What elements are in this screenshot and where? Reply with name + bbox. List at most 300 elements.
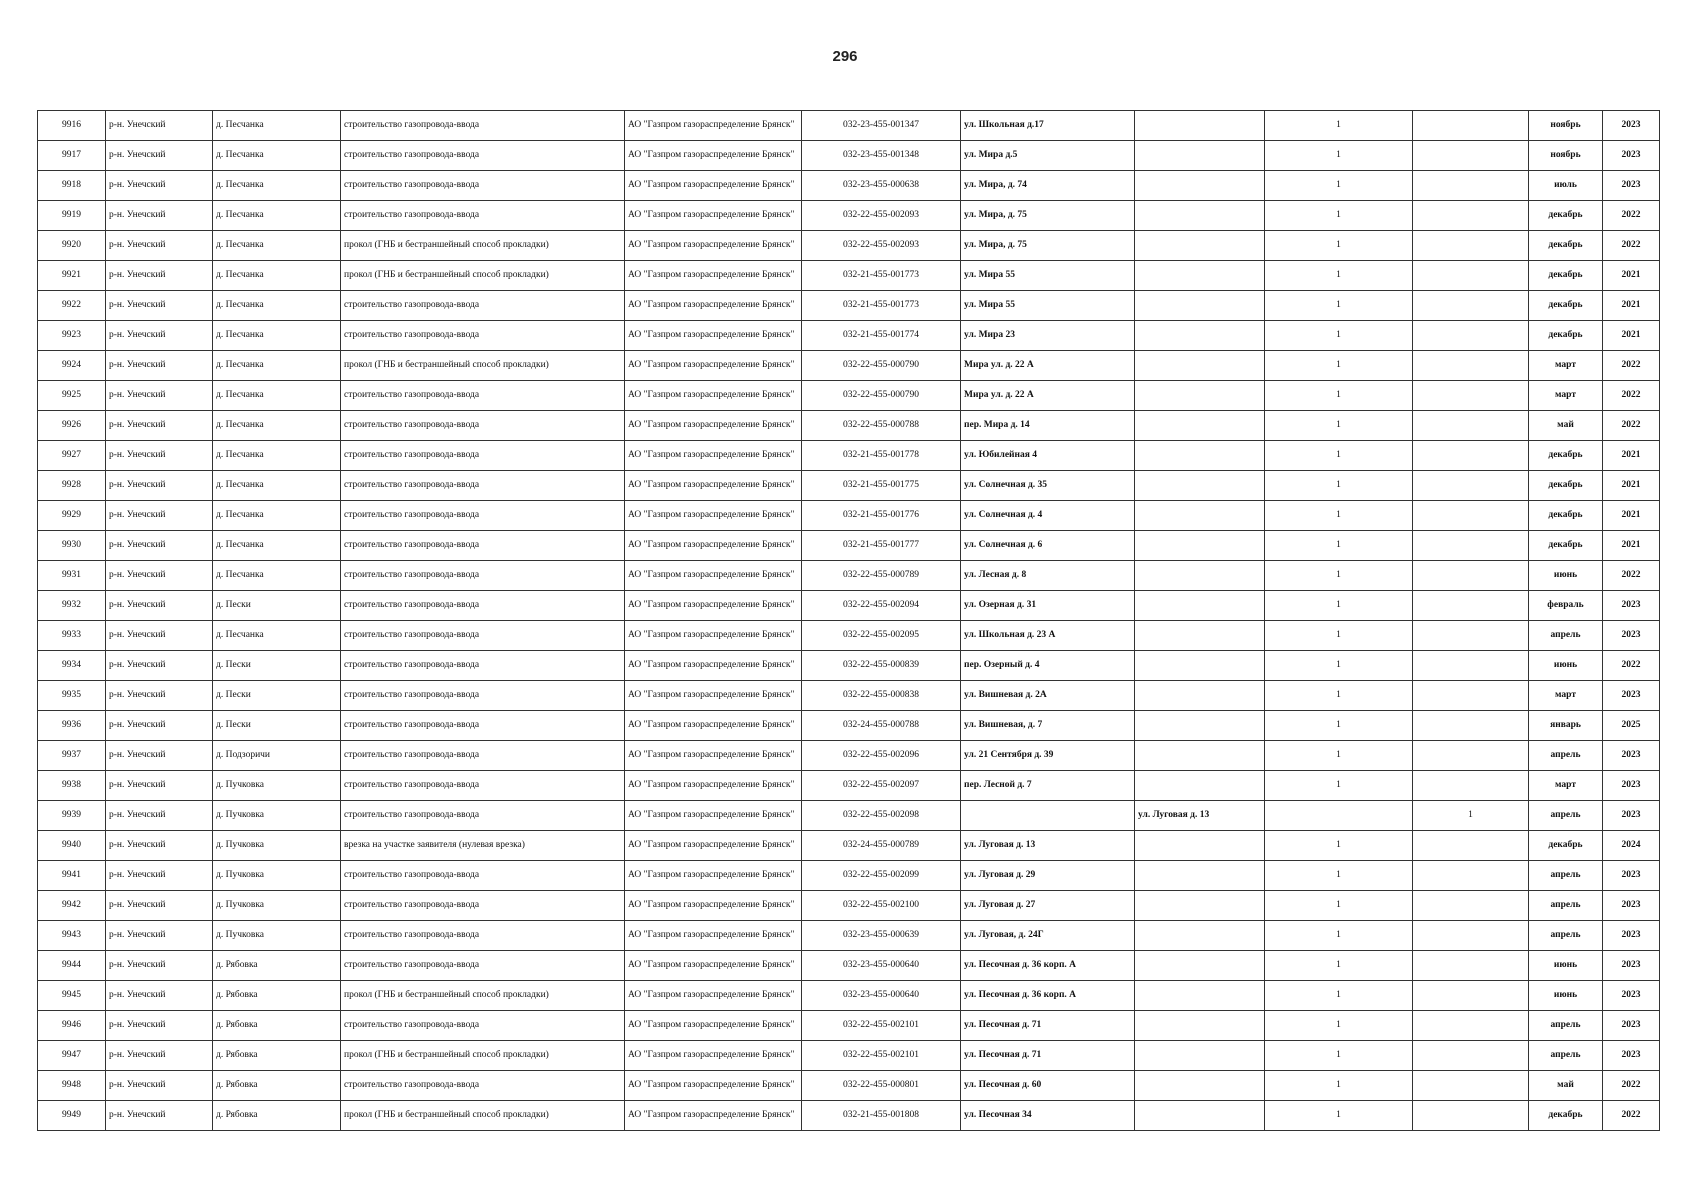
- row-number: 9924: [38, 351, 106, 381]
- address-alt-cell: [1135, 561, 1265, 591]
- table-row: [38, 951, 1660, 981]
- address-alt-cell: [1135, 411, 1265, 441]
- district-cell: р-н. Унечский: [106, 951, 213, 981]
- table-row: [38, 111, 1660, 141]
- settlement-cell: д. Песчанка: [213, 261, 341, 291]
- work-type-cell: строительство газопровода-ввода: [341, 651, 625, 681]
- month-cell: декабрь: [1529, 231, 1603, 261]
- year-cell: 2022: [1603, 231, 1660, 261]
- address-cell: ул. Песочная д. 36 корп. А: [961, 981, 1135, 1011]
- district-cell: р-н. Унечский: [106, 711, 213, 741]
- district-cell: р-н. Унечский: [106, 591, 213, 621]
- registry-code-cell: 032-24-455-000788: [802, 711, 961, 741]
- year-cell: 2021: [1603, 291, 1660, 321]
- year-cell: 2022: [1603, 1071, 1660, 1101]
- work-type-cell: строительство газопровода-ввода: [341, 1071, 625, 1101]
- organization-cell: АО "Газпром газораспределение Брянск": [625, 171, 802, 201]
- work-type-cell: строительство газопровода-ввода: [341, 711, 625, 741]
- table-row: [38, 1041, 1660, 1071]
- address-cell: ул. Луговая д. 29: [961, 861, 1135, 891]
- registry-code-cell: 032-22-455-002096: [802, 741, 961, 771]
- address-alt-cell: [1135, 621, 1265, 651]
- address-cell: ул. Школьная д. 23 А: [961, 621, 1135, 651]
- organization-cell: АО "Газпром газораспределение Брянск": [625, 381, 802, 411]
- address-cell: ул. Юбилейная 4: [961, 441, 1135, 471]
- district-cell: р-н. Унечский: [106, 1071, 213, 1101]
- year-cell: 2023: [1603, 741, 1660, 771]
- table-row: [38, 1011, 1660, 1041]
- district-cell: р-н. Унечский: [106, 621, 213, 651]
- registry-code-cell: 032-22-455-002099: [802, 861, 961, 891]
- address-cell: ул. Песочная 34: [961, 1101, 1135, 1131]
- registry-code-cell: 032-22-455-000789: [802, 561, 961, 591]
- count-cell: 1: [1265, 411, 1413, 441]
- organization-cell: АО "Газпром газораспределение Брянск": [625, 1041, 802, 1071]
- settlement-cell: д. Песчанка: [213, 501, 341, 531]
- count-alt-cell: [1413, 231, 1529, 261]
- district-cell: р-н. Унечский: [106, 441, 213, 471]
- count-cell: 1: [1265, 321, 1413, 351]
- settlement-cell: д. Песчанка: [213, 231, 341, 261]
- settlement-cell: д. Песчанка: [213, 291, 341, 321]
- count-cell: 1: [1265, 441, 1413, 471]
- address-alt-cell: [1135, 141, 1265, 171]
- year-cell: 2023: [1603, 681, 1660, 711]
- count-alt-cell: [1413, 771, 1529, 801]
- row-number: 9936: [38, 711, 106, 741]
- table-row: [38, 501, 1660, 531]
- month-cell: март: [1529, 771, 1603, 801]
- district-cell: р-н. Унечский: [106, 531, 213, 561]
- count-cell: 1: [1265, 201, 1413, 231]
- count-alt-cell: [1413, 531, 1529, 561]
- year-cell: 2023: [1603, 1011, 1660, 1041]
- settlement-cell: д. Песчанка: [213, 621, 341, 651]
- year-cell: 2022: [1603, 411, 1660, 441]
- address-alt-cell: [1135, 591, 1265, 621]
- count-cell: 1: [1265, 351, 1413, 381]
- address-cell: ул. Мира, д. 74: [961, 171, 1135, 201]
- gas-connection-register-table: [37, 110, 1660, 1131]
- organization-cell: АО "Газпром газораспределение Брянск": [625, 681, 802, 711]
- registry-code-cell: 032-23-455-000640: [802, 981, 961, 1011]
- year-cell: 2022: [1603, 1101, 1660, 1131]
- address-cell: Мира ул. д. 22 А: [961, 351, 1135, 381]
- count-cell: 1: [1265, 771, 1413, 801]
- count-cell: 1: [1265, 1071, 1413, 1101]
- address-cell: ул. Песочная д. 71: [961, 1011, 1135, 1041]
- row-number: 9923: [38, 321, 106, 351]
- month-cell: март: [1529, 681, 1603, 711]
- month-cell: июнь: [1529, 561, 1603, 591]
- address-alt-cell: [1135, 201, 1265, 231]
- address-alt-cell: [1135, 711, 1265, 741]
- address-alt-cell: [1135, 261, 1265, 291]
- row-number: 9919: [38, 201, 106, 231]
- registry-code-cell: 032-23-455-001348: [802, 141, 961, 171]
- organization-cell: АО "Газпром газораспределение Брянск": [625, 351, 802, 381]
- address-cell: ул. Солнечная д. 4: [961, 501, 1135, 531]
- organization-cell: АО "Газпром газораспределение Брянск": [625, 231, 802, 261]
- month-cell: май: [1529, 411, 1603, 441]
- district-cell: р-н. Унечский: [106, 831, 213, 861]
- address-cell: ул. Мира 23: [961, 321, 1135, 351]
- count-alt-cell: [1413, 201, 1529, 231]
- settlement-cell: д. Пучковка: [213, 921, 341, 951]
- registry-code-cell: 032-22-455-002094: [802, 591, 961, 621]
- count-alt-cell: [1413, 981, 1529, 1011]
- address-cell: ул. Школьная д.17: [961, 111, 1135, 141]
- month-cell: декабрь: [1529, 1101, 1603, 1131]
- settlement-cell: д. Рябовка: [213, 1041, 341, 1071]
- count-cell: 1: [1265, 231, 1413, 261]
- row-number: 9929: [38, 501, 106, 531]
- count-alt-cell: [1413, 261, 1529, 291]
- month-cell: июнь: [1529, 651, 1603, 681]
- count-cell: 1: [1265, 711, 1413, 741]
- work-type-cell: прокол (ГНБ и бестраншейный способ прокладки): [341, 981, 625, 1011]
- work-type-cell: строительство газопровода-ввода: [341, 771, 625, 801]
- address-cell: ул. Мира д.5: [961, 141, 1135, 171]
- registry-code-cell: 032-22-455-000801: [802, 1071, 961, 1101]
- table-row: [38, 261, 1660, 291]
- work-type-cell: строительство газопровода-ввода: [341, 531, 625, 561]
- count-alt-cell: [1413, 1071, 1529, 1101]
- registry-code-cell: 032-22-455-002095: [802, 621, 961, 651]
- row-number: 9947: [38, 1041, 106, 1071]
- district-cell: р-н. Унечский: [106, 651, 213, 681]
- work-type-cell: строительство газопровода-ввода: [341, 411, 625, 441]
- settlement-cell: д. Рябовка: [213, 1101, 341, 1131]
- organization-cell: АО "Газпром газораспределение Брянск": [625, 921, 802, 951]
- organization-cell: АО "Газпром газораспределение Брянск": [625, 141, 802, 171]
- count-alt-cell: 1: [1413, 801, 1529, 831]
- month-cell: апрель: [1529, 891, 1603, 921]
- row-number: 9934: [38, 651, 106, 681]
- work-type-cell: строительство газопровода-ввода: [341, 861, 625, 891]
- count-cell: 1: [1265, 171, 1413, 201]
- settlement-cell: д. Рябовка: [213, 951, 341, 981]
- row-number: 9941: [38, 861, 106, 891]
- row-number: 9927: [38, 441, 106, 471]
- count-cell: 1: [1265, 981, 1413, 1011]
- count-alt-cell: [1413, 951, 1529, 981]
- organization-cell: АО "Газпром газораспределение Брянск": [625, 111, 802, 141]
- settlement-cell: д. Рябовка: [213, 1011, 341, 1041]
- registry-code-cell: 032-22-455-000790: [802, 351, 961, 381]
- address-alt-cell: [1135, 231, 1265, 261]
- district-cell: р-н. Унечский: [106, 861, 213, 891]
- address-alt-cell: ул. Луговая д. 13: [1135, 801, 1265, 831]
- table-row: [38, 1101, 1660, 1131]
- row-number: 9945: [38, 981, 106, 1011]
- address-alt-cell: [1135, 111, 1265, 141]
- registry-code-cell: 032-24-455-000789: [802, 831, 961, 861]
- address-alt-cell: [1135, 531, 1265, 561]
- settlement-cell: д. Песчанка: [213, 531, 341, 561]
- registry-code-cell: 032-23-455-001347: [802, 111, 961, 141]
- address-alt-cell: [1135, 951, 1265, 981]
- work-type-cell: строительство газопровода-ввода: [341, 321, 625, 351]
- year-cell: 2021: [1603, 531, 1660, 561]
- district-cell: р-н. Унечский: [106, 1011, 213, 1041]
- count-alt-cell: [1413, 861, 1529, 891]
- year-cell: 2021: [1603, 321, 1660, 351]
- month-cell: март: [1529, 381, 1603, 411]
- table-row: [38, 861, 1660, 891]
- row-number: 9918: [38, 171, 106, 201]
- organization-cell: АО "Газпром газораспределение Брянск": [625, 471, 802, 501]
- year-cell: 2022: [1603, 561, 1660, 591]
- address-cell: Мира ул. д. 22 А: [961, 381, 1135, 411]
- year-cell: 2022: [1603, 351, 1660, 381]
- work-type-cell: прокол (ГНБ и бестраншейный способ прокладки): [341, 351, 625, 381]
- organization-cell: АО "Газпром газораспределение Брянск": [625, 561, 802, 591]
- row-number: 9932: [38, 591, 106, 621]
- year-cell: 2022: [1603, 201, 1660, 231]
- year-cell: 2023: [1603, 801, 1660, 831]
- address-alt-cell: [1135, 351, 1265, 381]
- year-cell: 2022: [1603, 381, 1660, 411]
- count-alt-cell: [1413, 831, 1529, 861]
- address-alt-cell: [1135, 381, 1265, 411]
- year-cell: 2021: [1603, 441, 1660, 471]
- month-cell: апрель: [1529, 801, 1603, 831]
- row-number: 9917: [38, 141, 106, 171]
- district-cell: р-н. Унечский: [106, 471, 213, 501]
- count-cell: 1: [1265, 681, 1413, 711]
- year-cell: 2023: [1603, 171, 1660, 201]
- registry-code-cell: 032-22-455-002101: [802, 1041, 961, 1071]
- organization-cell: АО "Газпром газораспределение Брянск": [625, 801, 802, 831]
- row-number: 9916: [38, 111, 106, 141]
- district-cell: р-н. Унечский: [106, 291, 213, 321]
- table-row: [38, 591, 1660, 621]
- organization-cell: АО "Газпром газораспределение Брянск": [625, 951, 802, 981]
- row-number: 9948: [38, 1071, 106, 1101]
- address-alt-cell: [1135, 861, 1265, 891]
- table-row: [38, 561, 1660, 591]
- address-alt-cell: [1135, 1101, 1265, 1131]
- row-number: 9943: [38, 921, 106, 951]
- organization-cell: АО "Газпром газораспределение Брянск": [625, 741, 802, 771]
- count-alt-cell: [1413, 171, 1529, 201]
- address-alt-cell: [1135, 171, 1265, 201]
- settlement-cell: д. Песчанка: [213, 381, 341, 411]
- work-type-cell: строительство газопровода-ввода: [341, 501, 625, 531]
- work-type-cell: строительство газопровода-ввода: [341, 621, 625, 651]
- district-cell: р-н. Унечский: [106, 321, 213, 351]
- address-alt-cell: [1135, 1011, 1265, 1041]
- settlement-cell: д. Пески: [213, 651, 341, 681]
- month-cell: декабрь: [1529, 201, 1603, 231]
- year-cell: 2023: [1603, 921, 1660, 951]
- address-cell: ул. Песочная д. 71: [961, 1041, 1135, 1071]
- organization-cell: АО "Газпром газораспределение Брянск": [625, 621, 802, 651]
- settlement-cell: д. Пучковка: [213, 801, 341, 831]
- district-cell: р-н. Унечский: [106, 261, 213, 291]
- settlement-cell: д. Рябовка: [213, 981, 341, 1011]
- address-alt-cell: [1135, 1071, 1265, 1101]
- work-type-cell: строительство газопровода-ввода: [341, 471, 625, 501]
- work-type-cell: строительство газопровода-ввода: [341, 921, 625, 951]
- table-row: [38, 441, 1660, 471]
- row-number: 9920: [38, 231, 106, 261]
- count-alt-cell: [1413, 1011, 1529, 1041]
- row-number: 9949: [38, 1101, 106, 1131]
- organization-cell: АО "Газпром газораспределение Брянск": [625, 441, 802, 471]
- settlement-cell: д. Песчанка: [213, 111, 341, 141]
- organization-cell: АО "Газпром газораспределение Брянск": [625, 531, 802, 561]
- settlement-cell: д. Пучковка: [213, 771, 341, 801]
- month-cell: апрель: [1529, 861, 1603, 891]
- work-type-cell: строительство газопровода-ввода: [341, 291, 625, 321]
- row-number: 9925: [38, 381, 106, 411]
- settlement-cell: д. Рябовка: [213, 1071, 341, 1101]
- work-type-cell: прокол (ГНБ и бестраншейный способ прокладки): [341, 1101, 625, 1131]
- count-alt-cell: [1413, 471, 1529, 501]
- address-alt-cell: [1135, 681, 1265, 711]
- month-cell: июль: [1529, 171, 1603, 201]
- year-cell: 2021: [1603, 501, 1660, 531]
- registry-code-cell: 032-21-455-001778: [802, 441, 961, 471]
- table-row: [38, 891, 1660, 921]
- organization-cell: АО "Газпром газораспределение Брянск": [625, 891, 802, 921]
- district-cell: р-н. Унечский: [106, 411, 213, 441]
- table-row: [38, 411, 1660, 441]
- table-row: [38, 381, 1660, 411]
- count-alt-cell: [1413, 621, 1529, 651]
- address-cell: [961, 801, 1135, 831]
- row-number: 9942: [38, 891, 106, 921]
- address-cell: ул. Мира, д. 75: [961, 231, 1135, 261]
- month-cell: декабрь: [1529, 471, 1603, 501]
- row-number: 9940: [38, 831, 106, 861]
- registry-code-cell: 032-21-455-001777: [802, 531, 961, 561]
- address-cell: ул. Луговая д. 27: [961, 891, 1135, 921]
- settlement-cell: д. Пучковка: [213, 891, 341, 921]
- settlement-cell: д. Песчанка: [213, 201, 341, 231]
- address-cell: пер. Озерный д. 4: [961, 651, 1135, 681]
- address-cell: ул. Солнечная д. 6: [961, 531, 1135, 561]
- year-cell: 2021: [1603, 471, 1660, 501]
- month-cell: декабрь: [1529, 291, 1603, 321]
- count-alt-cell: [1413, 141, 1529, 171]
- month-cell: декабрь: [1529, 441, 1603, 471]
- count-cell: 1: [1265, 831, 1413, 861]
- address-cell: ул. Озерная д. 31: [961, 591, 1135, 621]
- organization-cell: АО "Газпром газораспределение Брянск": [625, 831, 802, 861]
- settlement-cell: д. Пески: [213, 591, 341, 621]
- district-cell: р-н. Унечский: [106, 381, 213, 411]
- count-alt-cell: [1413, 1101, 1529, 1131]
- work-type-cell: строительство газопровода-ввода: [341, 111, 625, 141]
- address-alt-cell: [1135, 831, 1265, 861]
- address-alt-cell: [1135, 441, 1265, 471]
- table-row: [38, 471, 1660, 501]
- count-cell: 1: [1265, 141, 1413, 171]
- registry-code-cell: 032-22-455-002097: [802, 771, 961, 801]
- district-cell: р-н. Унечский: [106, 891, 213, 921]
- count-alt-cell: [1413, 411, 1529, 441]
- work-type-cell: врезка на участке заявителя (нулевая врезка): [341, 831, 625, 861]
- table-row: [38, 351, 1660, 381]
- district-cell: р-н. Унечский: [106, 771, 213, 801]
- count-alt-cell: [1413, 681, 1529, 711]
- row-number: 9931: [38, 561, 106, 591]
- table-row: [38, 801, 1660, 831]
- registry-code-cell: 032-22-455-002093: [802, 231, 961, 261]
- month-cell: декабрь: [1529, 831, 1603, 861]
- registry-code-cell: 032-22-455-000839: [802, 651, 961, 681]
- work-type-cell: строительство газопровода-ввода: [341, 171, 625, 201]
- count-cell: 1: [1265, 111, 1413, 141]
- month-cell: ноябрь: [1529, 141, 1603, 171]
- month-cell: декабрь: [1529, 531, 1603, 561]
- count-cell: 1: [1265, 891, 1413, 921]
- month-cell: апрель: [1529, 621, 1603, 651]
- table-row: [38, 921, 1660, 951]
- address-alt-cell: [1135, 291, 1265, 321]
- count-cell: 1: [1265, 561, 1413, 591]
- address-alt-cell: [1135, 891, 1265, 921]
- organization-cell: АО "Газпром газораспределение Брянск": [625, 1011, 802, 1041]
- month-cell: декабрь: [1529, 501, 1603, 531]
- registry-code-cell: 032-22-455-000788: [802, 411, 961, 441]
- address-alt-cell: [1135, 981, 1265, 1011]
- count-alt-cell: [1413, 381, 1529, 411]
- district-cell: р-н. Унечский: [106, 681, 213, 711]
- table-body: [38, 111, 1660, 1131]
- table-row: [38, 531, 1660, 561]
- organization-cell: АО "Газпром газораспределение Брянск": [625, 711, 802, 741]
- count-cell: 1: [1265, 501, 1413, 531]
- year-cell: 2023: [1603, 771, 1660, 801]
- count-alt-cell: [1413, 921, 1529, 951]
- address-cell: ул. Мира, д. 75: [961, 201, 1135, 231]
- count-alt-cell: [1413, 591, 1529, 621]
- count-cell: 1: [1265, 951, 1413, 981]
- settlement-cell: д. Пески: [213, 681, 341, 711]
- year-cell: 2021: [1603, 261, 1660, 291]
- settlement-cell: д. Песчанка: [213, 561, 341, 591]
- month-cell: июнь: [1529, 951, 1603, 981]
- work-type-cell: строительство газопровода-ввода: [341, 951, 625, 981]
- count-alt-cell: [1413, 501, 1529, 531]
- registry-code-cell: 032-21-455-001773: [802, 261, 961, 291]
- table-row: [38, 201, 1660, 231]
- district-cell: р-н. Унечский: [106, 171, 213, 201]
- organization-cell: АО "Газпром газораспределение Брянск": [625, 861, 802, 891]
- address-alt-cell: [1135, 321, 1265, 351]
- count-alt-cell: [1413, 351, 1529, 381]
- year-cell: 2025: [1603, 711, 1660, 741]
- table-row: [38, 711, 1660, 741]
- organization-cell: АО "Газпром газораспределение Брянск": [625, 201, 802, 231]
- address-alt-cell: [1135, 501, 1265, 531]
- district-cell: р-н. Унечский: [106, 201, 213, 231]
- registry-code-cell: 032-23-455-000638: [802, 171, 961, 201]
- address-cell: ул. Солнечная д. 35: [961, 471, 1135, 501]
- registry-code-cell: 032-22-455-000790: [802, 381, 961, 411]
- settlement-cell: д. Песчанка: [213, 321, 341, 351]
- work-type-cell: прокол (ГНБ и бестраншейный способ прокладки): [341, 231, 625, 261]
- district-cell: р-н. Унечский: [106, 921, 213, 951]
- address-alt-cell: [1135, 921, 1265, 951]
- settlement-cell: д. Песчанка: [213, 411, 341, 441]
- count-cell: 1: [1265, 921, 1413, 951]
- count-cell: 1: [1265, 531, 1413, 561]
